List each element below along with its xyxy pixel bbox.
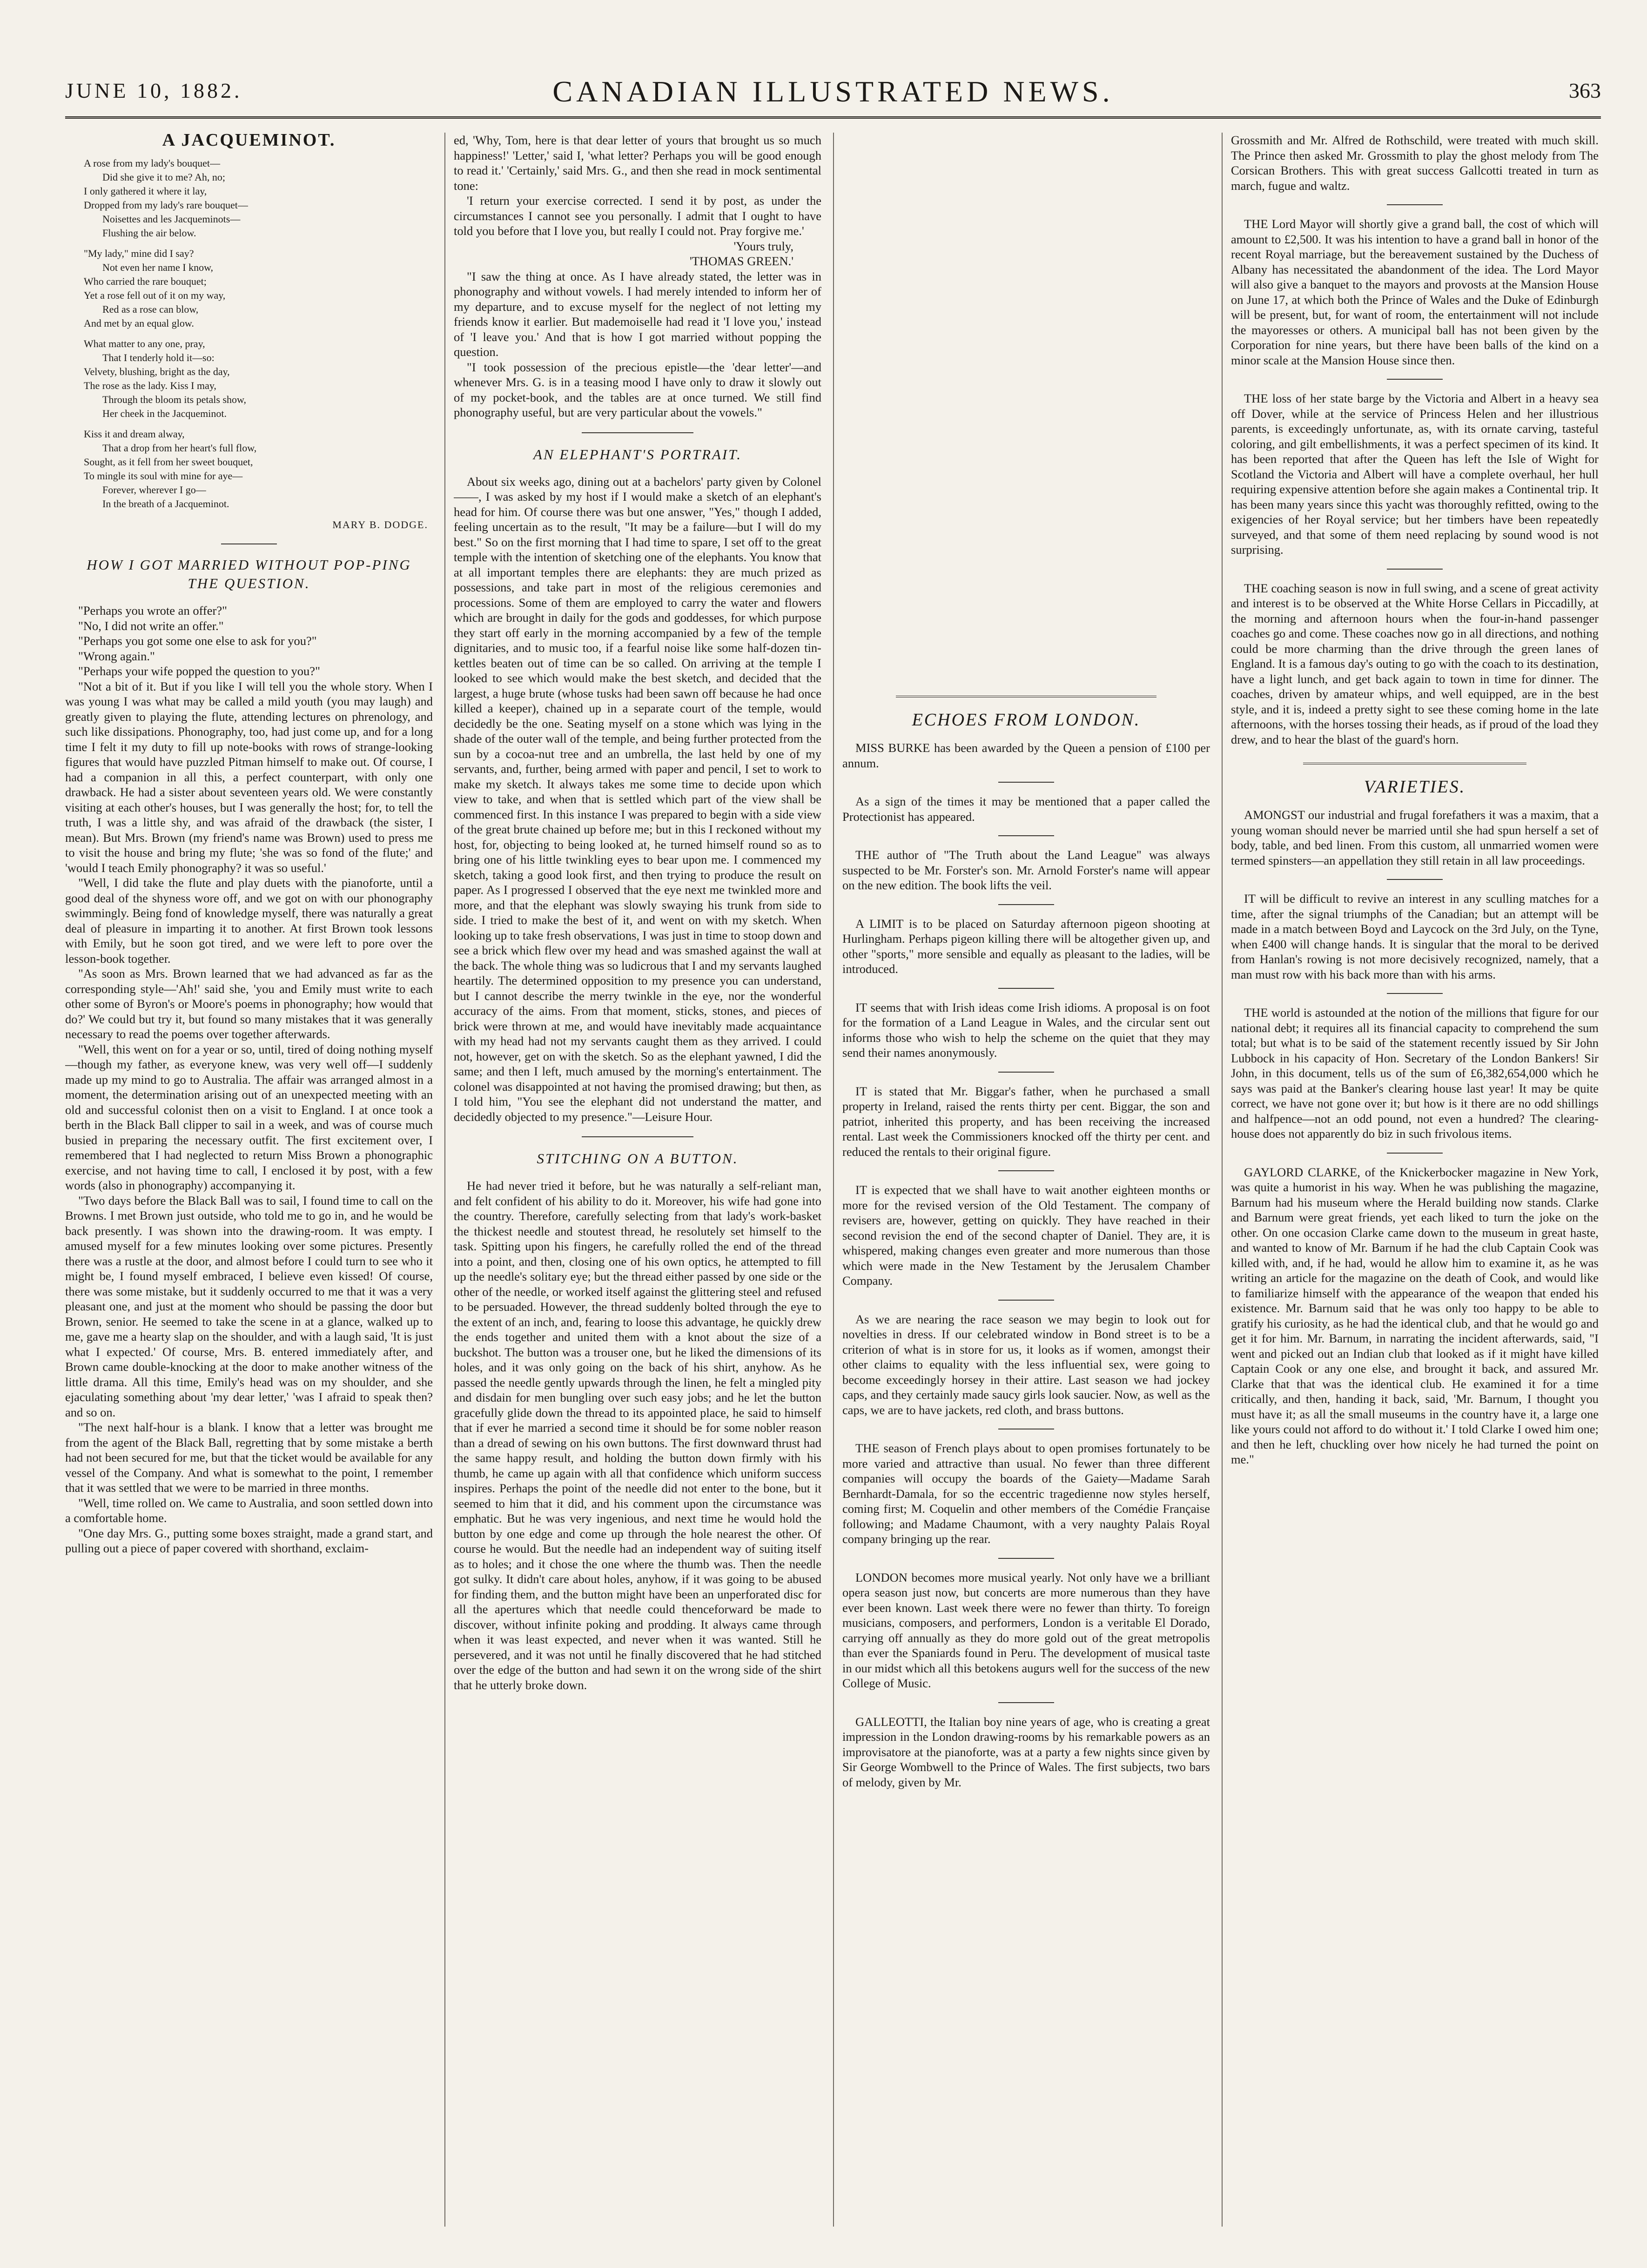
poem-line: And met by an equal glow.	[84, 317, 194, 329]
news-item: AMONGST our industrial and frugal forefathers it was a maxim, that a young woman should never be married until she had spun herself a set of body, table, and bed linen. From this custom, all unmarried women were termed spinsters—an appellation they still retain in all law proceedings.	[1231, 808, 1599, 867]
news-item: LONDON becomes more musical yearly. Not only have we a brilliant opera season just now, but concerts are more numerous than they have ever been known. Last week there were no fewer than thirty. To foreign musicians, composers, and performers, London is a veritable El Dorado, carrying off annually as they do more gold out of the great metropolis than ever the Spaniards found in Peru. The development of musical taste in our midst which all this betokens augurs well for the success of the new College of Music.	[842, 1570, 1210, 1690]
newspaper-title: CANADIAN ILLUSTRATED NEWS.	[552, 75, 1114, 108]
poem-line: Forever, wherever I go—	[102, 483, 206, 496]
section-title: ECHOES FROM LONDON.	[912, 710, 1141, 730]
news-item: IT is expected that we shall have to wait another eighteen months or more for the revised version of the Old Testament. The company of revisers are, however, getting on quickly. They have reached in their second revision the end of the second chapter of Daniel. They are, it is whispered, making changes even greater and more numerous than those which were made in the New Testament by the Jerusalem Chamber Company.	[842, 1183, 1210, 1288]
column-rule	[444, 133, 445, 2227]
article-paragraph: "Two days before the Black Ball was to sail, I found time to call on the Browns. I met Brown just outside, who told me to go in, and he would be back presently. I was shown into the drawing-room. It was empty. I amused myself for a few minutes looking over some pictures. Presently there was a rustle at the door, and almost before I could turn to see who it might be, I found myself embraced, I believe even kissed! Of course, there was some mistake, but it suddenly occurred to me that it was a very pleasant one, and just at the moment who should be passing the door but Brown, senior. He seemed to take the scene in at a glance, walked up to me, gave me a hearty slap on the shoulder, and with a laugh said, 'It is just what I expected.' Of course, Mrs. B. entered immediately after, and Brown came double-knocking at the door to make another witness of the little drama. All this time, Emily's head was on my shoulder, and she ejaculating something about 'my dear letter,' 'was I afraid to speak then? and so on.	[65, 1193, 433, 1419]
poem-line: Yet a rose fell out of it on my way,	[84, 289, 226, 301]
page-number: 363	[1569, 79, 1601, 102]
column-rule	[1222, 133, 1223, 2227]
poem-line: Velvety, blushing, bright as the day,	[84, 365, 230, 377]
poem-stanza	[84, 337, 433, 421]
newspaper-page	[65, 70, 1601, 2238]
item-divider	[1387, 1153, 1443, 1154]
news-item: IT seems that with Irish ideas come Irish idioms. A proposal is on foot for the formation of a Land League in Wales, and the circular sent out informs those who wish to help the scheme on the quiet that they may send their names anonymously.	[842, 1000, 1210, 1060]
column-2	[454, 133, 821, 2231]
section-rule	[896, 696, 1156, 698]
item-divider	[1387, 879, 1443, 880]
article-paragraph: "Well, time rolled on. We came to Australia, and soon settled down into a comfortable home.	[65, 1496, 433, 1525]
article-paragraph: About six weeks ago, dining out at a bachelors' party given by Colonel ——, I was asked by my host if I would make a sketch of an elephant's head for him. Of course there was but one answer, "Yes," though I added, feeling uncertain as to the result, "It may be a failure—but I will do my best." So on the first morning that I had time to spare, I set off to the great temple with the intention of sketching one of the elephants. You know that at all important temples there are elephants: they are much prized as possessions, and take part in most of the religious ceremonies and processions. Some of them are employed to carry the water and flowers which are brought in daily for the gods and goddesses, for which purpose they start off early in the morning accompanied by a few of the temple dignitaries, and to music too, if a fearful noise like some half-dozen tin-kettles beaten out of time can be so called. On arriving at the temple I looked to see which would make the best sketch, and decided that the largest, a huge brute (whose tusks had been sawn off because he had once killed a keeper), chained up in a separate court of the temple, would decidedly be the one. Seating myself on a stone which was lying in the shade of the outer wall of the temple, and being further protected from the sun by a cocoa-nut tree and an umbrella, the last held by one of my servants, and, further, being armed with paper and pencil, I set to work to make my sketch. It always takes me some time to decide upon which view to take, and when that is settled which part of the view shall be commenced first. In this instance I was prepared to begin with a side view of the great brute chained up before me; but in this I reckoned without my host, for, objecting to being looked at, he turned himself round so as to bring one of his little twinkling eyes to bear upon me. I commenced my sketch, taking a good look first, and then trying to produce the result on paper. As I progressed I observed that the eye next me twinkled more and more, and that the elephant was slowly swaying his trunk from side to side. I tried to make the best of it, and went on with my sketch. When looking up to take fresh observations, I was just in time to stoop down and see a brick which flew over my head and was smashed against the wall at the back. The whole thing was so ludicrous that I and my servants laughed heartily. The determined opposition to my presence you can understand, but I cannot describe the merry twinkle in the eye, nor the wonderful accuracy of the aims. From that moment, sticks, stones, and pieces of brick were thrown at me, and would have inevitably made acquaintance with my head had not my servants caught them as they arrived. I could not, however, get on with the sketch. So as the elephant yawned, I did the same; and then I left, much amused by the morning's entertainment. The colonel was disappointed at not having the promised drawing; but then, as I told him, "You see the elephant did not understand the matter, and decidedly objected to my presence."—Leisure Hour.	[454, 474, 821, 1124]
poem-line: Noisettes and les Jacqueminots—	[102, 213, 241, 225]
article-paragraph: "Perhaps you got some one else to ask for you?"	[78, 634, 317, 648]
column-3	[842, 133, 1210, 2231]
poem-line: To mingle its soul with mine for aye—	[84, 470, 243, 482]
news-item: THE author of "The Truth about the Land League" was always suspected to be Mr. Forster's son. Mr. Arnold Forster's name will appear on the new edition. The book lifts the veil.	[842, 848, 1210, 892]
poem-line: In the breath of a Jacqueminot.	[102, 497, 229, 510]
article-title: HOW I GOT MARRIED WITHOUT POP-PING THE QUESTION.	[87, 557, 411, 591]
poem-stanza	[84, 156, 433, 240]
poem-line: A rose from my lady's bouquet—	[84, 157, 220, 169]
news-item: As we are nearing the race season we may begin to look out for novelties in dress. If our celebrated window in Bond street is to be a criterion of what is in store for us, it looks as if women, amongst their other claims to equality with the less influential sex, were going to become exceedingly horsey in their attire. Last season we had jockey caps, and they certainly made saucy girls look saucier. Now, as well as the caps, we are to have jackets, red cloth, and brass buttons.	[842, 1312, 1210, 1417]
poem-stanza	[84, 427, 433, 511]
poem-line: That a drop from her heart's full flow,	[102, 442, 257, 454]
letter-signature: 'THOMAS GREEN.'	[689, 254, 793, 268]
poem-line: Who carried the rare bouquet;	[84, 275, 207, 287]
poem-title: A JACQUEMINOT.	[162, 133, 336, 150]
item-divider	[998, 1702, 1054, 1703]
news-item: As a sign of the times it may be mentioned that a paper called the Protectionist has appeared.	[842, 794, 1210, 824]
item-divider	[998, 1170, 1054, 1171]
column-4	[1231, 133, 1599, 2231]
news-item: IT is stated that Mr. Biggar's father, when he purchased a small property in Ireland, raised the rents thirty per cent. Biggar, the son and patriot, inherited this property, and has been receiving the increased rental. Last week the Commissioners knocked off the thirty per cent. and reduced the rentals to their original figure.	[842, 1084, 1210, 1159]
section-title: VARIETIES.	[1364, 777, 1466, 797]
item-divider	[998, 782, 1054, 783]
news-item: IT will be difficult to revive an interest in any sculling matches for a time, after the signal triumphs of the Canadian; but an attempt will be made in a match between Boyd and Laycock on the 3rd July, on the Tyne, when £400 will change hands. It is singular that the moral to be derived from Hanlan's rowing is not more decisively recognized, namely, that a man must row with his back more than with his arms.	[1231, 892, 1599, 981]
article-paragraph: "I took possession of the precious epistle—the 'dear letter'—and whenever Mrs. G. is in a teasing mood I have only to draw it slowly out of my pocket-book, and the tables are at once turned. We still find phonography useful, but are very particular about the vowels."	[454, 360, 821, 419]
item-divider	[998, 904, 1054, 905]
poem-line: Dropped from my lady's rare bouquet—	[84, 199, 248, 211]
poem-line: Sought, as it fell from her sweet bouquet,	[84, 456, 253, 468]
section-rule	[1303, 763, 1526, 765]
news-item: Grossmith and Mr. Alfred de Rothschild, were treated with much skill. The Prince then asked Mr. Grossmith to play the ghost melody from The Corsican Brothers. This with great success Gallcotti treated in turn as march, fugue and waltz.	[1231, 133, 1599, 193]
article-title: AN ELEPHANT'S PORTRAIT.	[533, 446, 742, 463]
item-divider	[1387, 379, 1443, 380]
item-divider	[998, 988, 1054, 989]
article-paragraph: "No, I did not write an offer."	[78, 618, 224, 633]
poem-line: Through the bloom its petals show,	[102, 393, 246, 405]
article-paragraph: "Wrong again."	[78, 649, 155, 663]
poem-line: Kiss it and dream alway,	[84, 428, 185, 440]
poem-line: "My lady," mine did I say?	[84, 247, 194, 259]
poem-line: That I tenderly hold it—so:	[102, 351, 215, 363]
item-divider	[998, 1072, 1054, 1073]
item-divider	[998, 835, 1054, 836]
poem-author: MARY B. DODGE.	[332, 518, 428, 530]
news-item: GAYLORD CLARKE, of the Knickerbocker magazine in New York, was quite a humorist in his way. When he was publishing the magazine, Barnum had his museum where the Herald building now stands. Clarke and Barnum were great friends, yet each liked to turn the joke on the other. On one occasion Clarke came down to the museum in great haste, and wanted to know of Mr. Barnum if he had the club Captain Cook was killed with, and, if he had, would he allow him to examine it, as he was writing an article for the magazine on the death of Cook, and would like to familiarize himself with the appearance of the weapon that ended his existence. Mr. Barnum said that he was only too happy to be able to gratify his curiosity, as he had the identical club, and that he would go and get it for him. Mr. Barnum, in narrating the incident afterwards, said, "I went and picked out an Indian club that looked as if it might have killed Captain Cook or any one else, and brought it back, and assured Mr. Clarke that that was the identical club. He examined it for a time critically, and then, handing it back, said, 'Mr. Barnum, I thought you must have it; as all the small museums in the country have it, a large one like yours could not afford to do without it.' I told Clarke I owed him one; and then he left, chuckling over how nicely he had turned the point on me."	[1231, 1165, 1599, 1466]
news-item: THE season of French plays about to open promises fortunately to be more varied and attractive than usual. No fewer than three different companies will occupy the boards of the Gaiety—Madame Sarah Bernhardt-Damala, for so the eccentric tragedienne now styles herself, coming first; M. Coquelin and other members of the Comédie Française following; and Madame Chaumont, with a very naughty Palais Royal company bringing up the rear.	[842, 1441, 1210, 1546]
poem-line: Did she give it to me? Ah, no;	[102, 171, 225, 183]
poem-line: I only gathered it where it lay,	[84, 185, 207, 197]
article-paragraph: "Perhaps your wife popped the question to you?"	[78, 664, 320, 678]
masthead-rule	[65, 116, 1601, 119]
news-item: GALLEOTTI, the Italian boy nine years of age, who is creating a great impression in the London drawing-rooms by his remarkable powers as an improvisatore at the pianoforte, was at a party a few nights since given by Sir George Wombwell to the Prince of Wales. The first subjects, two bars of melody, given by Mr.	[842, 1714, 1210, 1789]
article-paragraph: ed, 'Why, Tom, here is that dear letter of yours that brought us so much happiness!' 'Letter,' said I, 'what letter? Perhaps you will be good enough to read it.' 'Certainly,' said Mrs. G., and then she read in mock sentimental tone:	[454, 133, 821, 193]
poem-line: Her cheek in the Jacqueminot.	[102, 407, 227, 419]
article-title: STITCHING ON A BUTTON.	[537, 1150, 739, 1167]
poem-stanza	[84, 247, 433, 330]
letter-signoff: 'Yours truly,	[733, 239, 793, 253]
issue-date: JUNE 10, 1882.	[65, 79, 242, 102]
article-paragraph: "I saw the thing at once. As I have already stated, the letter was in phonography and without vowels. I had merely intended to inform her of my departure, and to excuse myself for the neglect of not letting my friends know it earlier. But mademoiselle had read it 'I love you,' instead of 'I leave you.' And that is how I got married without popping the question.	[454, 269, 821, 359]
news-item: A LIMIT is to be placed on Saturday afternoon pigeon shooting at Hurlingham. Perhaps pigeon killing there will be altogether given up, and other "sports," more sensible and equally as pleasant to the ladies, will be introduced.	[842, 916, 1210, 976]
section-divider	[582, 1136, 693, 1137]
article-paragraph: "Not a bit of it. But if you like I will tell you the whole story. When I was young I was what may be called a mild youth (you may laugh) and greatly given to playing the flute, attending lectures on phrenology, and such like dissipations. Phonography, too, had just come up, and for a long time I felt it my duty to fill up note-books with rows of strange-looking figures that would have puzzled Pitman himself to make out. Of course, I had a companion in all this, a perfect counterpart, with only one drawback. He had a sister about seventeen years old. We were constantly visiting at each other's houses, but I was generally the host; for, to tell the truth, I was a little shy, and was afraid of the drawback (the sister, I mean). But Mrs. Brown (my friend's name was Brown) used to press me to visit the house and bring my flute; 'she was so fond of the flute;' and 'would I teach Emily phonography? it was so useful.'	[65, 679, 433, 875]
poem-line: What matter to any one, pray,	[84, 337, 205, 349]
poem-line: Red as a rose can blow,	[102, 303, 199, 315]
article-paragraph: He had never tried it before, but he was naturally a self-reliant man, and felt confident of his ability to do it. Moreover, his wife had gone into the country. Therefore, carefully selecting from that lady's work-basket the thickest needle and stoutest thread, he resolutely set himself to the task. Spitting upon his fingers, he carefully rolled the end of the thread into a point, and then, closing one of his own optics, he attempted to fill up the needle's solitary eye; but the thread either passed by one side or the other of the needle, or worked itself against the glittering steel and refused to be persuaded. However, the thread suddenly bolted through the eye to the extent of an inch, and, fearing to loose this advantage, he quickly drew the ends together and united them with a knot about the size of a buckshot. The button was a trouser one, but he liked the dimensions of its holes, and it was only going on the back of his shirt, anyhow. As he passed the needle gently upwards through the linen, he felt a mingled pity and disdain for men bungling over such easy jobs; and he let the button gracefully glide down the thread to its appointed place, he said to himself that if ever he married a second time it should be for some nobler reason than a dread of sewing on his own buttons. The first downward thrust had the same happy result, and holding the button down firmly with his thumb, he came up again with all that confidence which uniform success inspires. Perhaps the point of the needle did not enter to the bone, but it seemed to him that it did, and his comment upon the circumstance was emphatic. But he was very ingenious, and next time he would hold the button by one edge and come up through the hole nearest the other. Of course he would. But the needle had an independent way of suiting itself as to holes; and it chose the one where the thumb was. Then the needle got sulky. It didn't care about holes, anyhow, if it was going to be abused for finding them, and the button might have been an unperforated disc for all the apertures which that needle could thenceforward be made to discover, without infinite poking and prodding. It always came through when it was least expected, and never when it was wanted. Still he persevered, and it was not until he finally discovered that he had stitched over the edge of the button and had sewn it on the wrong side of the shirt that he utterly broke down.	[454, 1179, 821, 1692]
poem-line: Flushing the air below.	[102, 227, 196, 239]
poem-line: The rose as the lady. Kiss I may,	[84, 379, 216, 391]
news-item: MISS BURKE has been awarded by the Queen a pension of £100 per annum.	[842, 741, 1210, 770]
item-divider	[1387, 569, 1443, 570]
item-divider	[1387, 993, 1443, 994]
article-paragraph: "Perhaps you wrote an offer?"	[78, 604, 227, 617]
column-rule	[833, 133, 834, 2227]
item-divider	[1387, 204, 1443, 205]
column-1	[65, 133, 433, 2231]
article-paragraph: 'I return your exercise corrected. I send it by post, as under the circumstances I cannot see you personally. I admit that I ought to have told you before that I love you, but really I could not. Pray forgive me.'	[454, 194, 821, 238]
section-divider	[582, 432, 693, 433]
article-paragraph: "Well, I did take the flute and play duets with the pianoforte, until a good deal of the shyness wore off, and we got on with our phonography swimmingly. Being fond of knowledge myself, there was naturally a great deal of pleasure in imparting it to another. At first Brown took lessons with Emily, but he soon got tired, and we were left to pore over the lesson-book together.	[65, 876, 433, 966]
item-divider	[998, 1300, 1054, 1301]
article-paragraph: "One day Mrs. G., putting some boxes straight, made a grand start, and pulling out a piece of paper covered with shorthand, exclaim-	[65, 1526, 433, 1555]
article-paragraph: "The next half-hour is a blank. I know that a letter was brought me from the agent of the Black Ball, regretting that by some mistake a berth had not been secured for me, but that the ticket would be available for any vessel of the Company. And what is somewhat to the point, I remember that it was settled that we were to be married in three months.	[65, 1420, 433, 1495]
news-item: THE loss of her state barge by the Victoria and Albert in a heavy sea off Dover, while at the service of Princess Helen and her illustrious parents, is exceedingly unfortunate, as, with its ornate carving, tasteful coloring, and gilt embellishments, it was a perfect specimen of its kind. It has been reported that after the Queen has left the Isle of Wight for Scotland the Victoria and Albert will have a complete overhaul, her hull requiring expensive attention before she again makes a Continental trip. It has been many years since this yacht was thoroughly refitted, owing to the exigencies of her Royal service; but her timbers have been repeatedly surveyed, and that some of them need replacing by sound wood is not surprising.	[1231, 391, 1599, 557]
news-item: THE world is astounded at the notion of the millions that figure for our national debt; it requires all its financial capacity to comprehend the sum total; but what is to be said of the statement recently issued by Sir John Lubbock in his capacity of Hon. Secretary of the London Bankers! Sir John, in this document, tells us of the sum of £6,382,654,000 which he says was paid at the Banker's clearing house last year! It may be quite correct, we have not gone over it; but how is it there are no odd shillings and halfpence—not an odd pound, not even a hundred? The clearing-house does not apparently do biz in such frivolous items.	[1231, 1006, 1599, 1141]
article-paragraph: "Well, this went on for a year or so, until, tired of doing nothing myself—though my father, as everyone knew, was very well off—I suddenly made up my mind to go to Australia. The affair was arranged almost in a moment, the determination arising out of an unexpected meeting with an old and successful colonist then on a visit to England. I at once took a berth in the Black Ball clipper to sail in a week, and was of course much busied in preparing the necessary outfit. The first excitement over, I remembered that I had neglected to return Miss Brown a phonographic exercise, and not having time to call, I enclosed it by post, with a few words (also in phonography) accompanying it.	[65, 1042, 433, 1192]
news-item: THE Lord Mayor will shortly give a grand ball, the cost of which will amount to £2,500. It was his intention to have a grand ball in honor of the recent Royal marriage, but the bereavement sustained by the Duchess of Albany has necessitated the abandonment of the idea. The Lord Mayor will also give a banquet to the mayors and provosts at the Mansion House on June 17, at which both the Prince of Wales and the Duke of Edinburgh will be present, but, for want of room, the entertainment will not include the mayoresses or others. A municipal ball has not been given by the Corporation for nine years, but there have been balls of the kind on a minor scale at the Mansion House since then.	[1231, 217, 1599, 367]
item-divider	[998, 1558, 1054, 1559]
poem-line: Not even her name I know,	[102, 261, 214, 273]
article-paragraph: "As soon as Mrs. Brown learned that we had advanced as far as the corresponding style—'Ah!' said she, 'you and Emily must write to each other some of Byron's or Moore's poems in phonography; how would that do?' We could but try it, but found so many mistakes that it was generally necessary to read the poems over together afterwards.	[65, 966, 433, 1041]
masthead	[65, 70, 1601, 112]
news-item: THE coaching season is now in full swing, and a scene of great activity and interest is to be observed at the White Horse Cellars in Piccadilly, at the morning and afternoon hours when the four-in-hand passenger coaches go and come. These coaches now go in all directions, and nothing could be more charming than the drive through the green lanes of England. It is a famous day's outing to go with the coach to its destination, have a light lunch, and get back again to town in time for dinner. The coaches, driven by amateur whips, and well equipped, are in the best style, and it is, indeed a pretty sight to see these coming home in the late afternoons, with the horses tossing their heads, as if proud of the load they drew, and to hear the blast of the guard's horn.	[1231, 581, 1599, 746]
